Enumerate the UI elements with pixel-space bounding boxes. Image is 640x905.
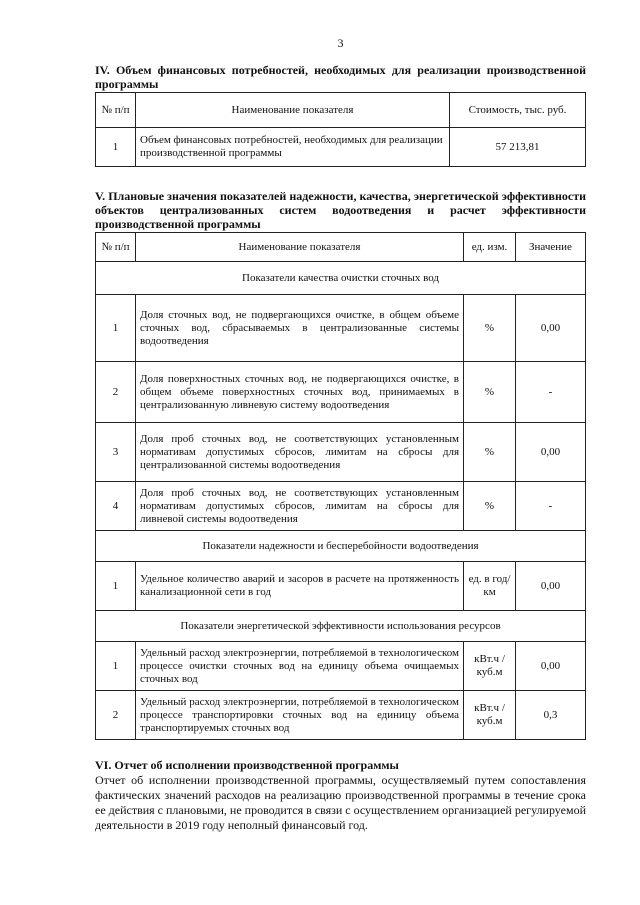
financial-needs-table (95, 92, 586, 167)
row-num: 1 (96, 128, 136, 167)
group-header-energy: Показатели энергетической эффективности использования ресурсов (96, 611, 586, 642)
section6-title: VI. Отчет об исполнении производственной программы (95, 758, 399, 772)
table-row: 1 Доля сточных вод, не подвергающихся очистке, в общем объеме сточных вод, сбрасываемых в централизованные системы водоотведения % 0,00 (96, 295, 586, 362)
section5-title: V. Плановые значения показателей надежности, качества, энергетической эффективности объектов централизованных систем водоотведения и расчет эффективности производственной программы (95, 189, 586, 231)
header-value: Значение (516, 233, 586, 262)
page-number: 3 (337, 36, 344, 50)
table-row: 1 Удельный расход электроэнергии, потребляемой в технологическом процессе очистки сточных вод на единицу объема очищаемых сточных вод кВт.ч / куб.м 0,00 (96, 642, 586, 691)
table-row: 2 Доля поверхностных сточных вод, не подвергающихся очистке, в общем объеме поверхностных сточных вод, принимаемых в централизованную ливневую систему водоотведения % - (96, 362, 586, 423)
table-header-row (96, 233, 586, 262)
table-row: 4 Доля проб сточных вод, не соответствующих установленным нормативам допустимых сбросов, лимитам на сбросы для ливневой системы водоотведения % - (96, 482, 586, 531)
table-row (96, 128, 586, 167)
header-name: Наименование показателя (136, 233, 464, 262)
header-num: № п/п (96, 233, 136, 262)
section4-title: IV. Объем финансовых потребностей, необходимых для реализации производственной программы (95, 63, 586, 91)
table-row: 2 Удельный расход электроэнергии, потребляемой в технологическом процессе транспортировки сточных вод на единицу объема транспортируемых сточных вод кВт.ч / куб.м 0,3 (96, 691, 586, 740)
header-num: № п/п (96, 93, 136, 128)
document-page (95, 36, 586, 833)
table-header-row (96, 93, 586, 128)
header-cost: Стоимость, тыс. руб. (450, 93, 586, 128)
row-value: 57 213,81 (450, 128, 586, 167)
group-header-reliability: Показатели надежности и бесперебойности водоотведения (96, 531, 586, 562)
group-header-quality: Показатели качества очистки сточных вод (96, 262, 586, 295)
header-unit: ед. изм. (464, 233, 516, 262)
header-name: Наименование показателя (136, 93, 450, 128)
indicators-table (95, 232, 586, 740)
section6-text: Отчет об исполнении производственной программы, осуществляемый путем сопоставления фактических значений расходов на реализацию производственной программы в течение срока ее действия с плановыми, не проводится в связи с осуществлением организацией регулируемой деятельности в 2019 году неполный финансовый год. (95, 773, 586, 832)
row-name: Объем финансовых потребностей, необходимых для реализации производственной программы (136, 128, 450, 167)
table-row: 3 Доля проб сточных вод, не соответствующих установленным нормативам допустимых сбросов, лимитам на сбросы для централизованной системы водоотведения % 0,00 (96, 423, 586, 482)
table-row: 1 Удельное количество аварий и засоров в расчете на протяженность канализационной сети в год ед. в год/ км 0,00 (96, 562, 586, 611)
